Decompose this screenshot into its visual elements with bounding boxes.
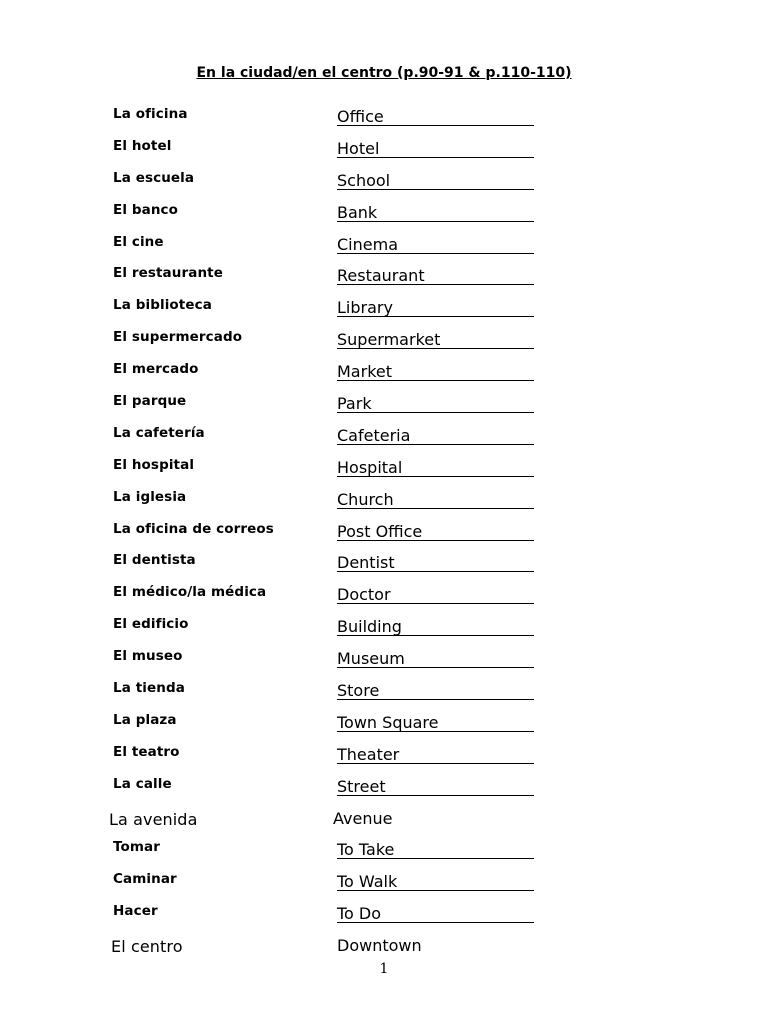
english-translation: Hospital — [337, 459, 534, 477]
list-item — [0, 871, 768, 903]
english-translation: Town Square — [337, 714, 534, 732]
list-item — [0, 744, 768, 776]
spanish-term: El museo — [113, 648, 183, 665]
spanish-term: El parque — [113, 393, 187, 410]
english-translation: Museum — [337, 650, 534, 668]
list-item — [0, 329, 768, 361]
list-item — [0, 903, 768, 935]
english-translation: To Do — [337, 905, 534, 923]
list-item — [0, 234, 768, 266]
english-translation: Cinema — [337, 236, 534, 254]
list-item — [0, 616, 768, 648]
spanish-term: El hotel — [113, 137, 172, 154]
list-item — [0, 489, 768, 521]
english-translation: Park — [337, 395, 534, 413]
spanish-term: La avenida — [109, 809, 198, 829]
list-item — [0, 808, 768, 840]
list-item — [0, 138, 768, 170]
english-translation: Avenue — [333, 808, 393, 828]
english-translation: Market — [337, 363, 534, 381]
spanish-term: El edificio — [113, 616, 189, 633]
spanish-term: El cine — [113, 233, 164, 250]
spanish-term: El centro — [111, 937, 183, 957]
list-item — [0, 680, 768, 712]
list-item — [0, 552, 768, 584]
english-translation: Bank — [337, 204, 534, 222]
list-item — [0, 712, 768, 744]
english-translation: Church — [337, 491, 534, 509]
list-item — [0, 297, 768, 329]
list-item — [0, 361, 768, 393]
spanish-term: La biblioteca — [113, 297, 212, 314]
spanish-term: La cafetería — [113, 424, 205, 441]
spanish-term: La oficina — [113, 106, 188, 122]
english-translation: To Walk — [337, 873, 534, 891]
english-translation: Dentist — [337, 554, 534, 572]
english-translation: Post Office — [337, 523, 534, 541]
english-translation: To Take — [337, 841, 534, 859]
english-translation: Supermarket — [337, 331, 534, 349]
spanish-term: Caminar — [113, 871, 177, 888]
english-translation: Building — [337, 618, 534, 636]
spanish-term: La iglesia — [113, 488, 187, 505]
spanish-term: La escuela — [113, 169, 195, 186]
spanish-term: Tomar — [113, 839, 161, 856]
list-item — [0, 170, 768, 202]
english-translation: Hotel — [337, 140, 534, 158]
spanish-term: El banco — [113, 201, 179, 218]
spanish-term: La tienda — [113, 680, 185, 697]
spanish-term: El médico/la médica — [113, 584, 267, 601]
list-item — [0, 202, 768, 234]
english-translation: Library — [337, 299, 534, 317]
english-translation: Downtown — [337, 936, 422, 956]
page-number: 1 — [379, 961, 389, 977]
spanish-term: El mercado — [113, 361, 199, 378]
page-title: En la ciudad/en el centro (p.90-91 & p.110-110) — [196, 65, 572, 81]
list-item — [0, 457, 768, 489]
list-item — [0, 265, 768, 297]
spanish-term: La calle — [113, 775, 172, 792]
spanish-term: El dentista — [113, 552, 196, 569]
vocabulary-list — [0, 106, 768, 967]
spanish-term: La plaza — [113, 711, 177, 728]
english-translation: Store — [337, 682, 534, 700]
spanish-term: El teatro — [113, 743, 180, 760]
list-item — [0, 521, 768, 553]
list-item — [0, 584, 768, 616]
english-translation: Cafeteria — [337, 427, 534, 445]
english-translation: School — [337, 172, 534, 190]
list-item — [0, 106, 768, 138]
spanish-term: El restaurante — [113, 265, 223, 282]
spanish-term: La oficina de correos — [113, 520, 274, 537]
list-item — [0, 425, 768, 457]
spanish-term: El hospital — [113, 456, 195, 473]
list-item — [0, 393, 768, 425]
english-translation: Doctor — [337, 586, 534, 604]
spanish-term: Hacer — [113, 903, 158, 920]
english-translation: Office — [337, 108, 534, 126]
english-translation: Restaurant — [337, 267, 534, 285]
english-translation: Street — [337, 778, 534, 796]
english-translation: Theater — [337, 746, 534, 764]
list-item — [0, 839, 768, 871]
spanish-term: El supermercado — [113, 329, 243, 346]
list-item — [0, 648, 768, 680]
list-item — [0, 776, 768, 808]
